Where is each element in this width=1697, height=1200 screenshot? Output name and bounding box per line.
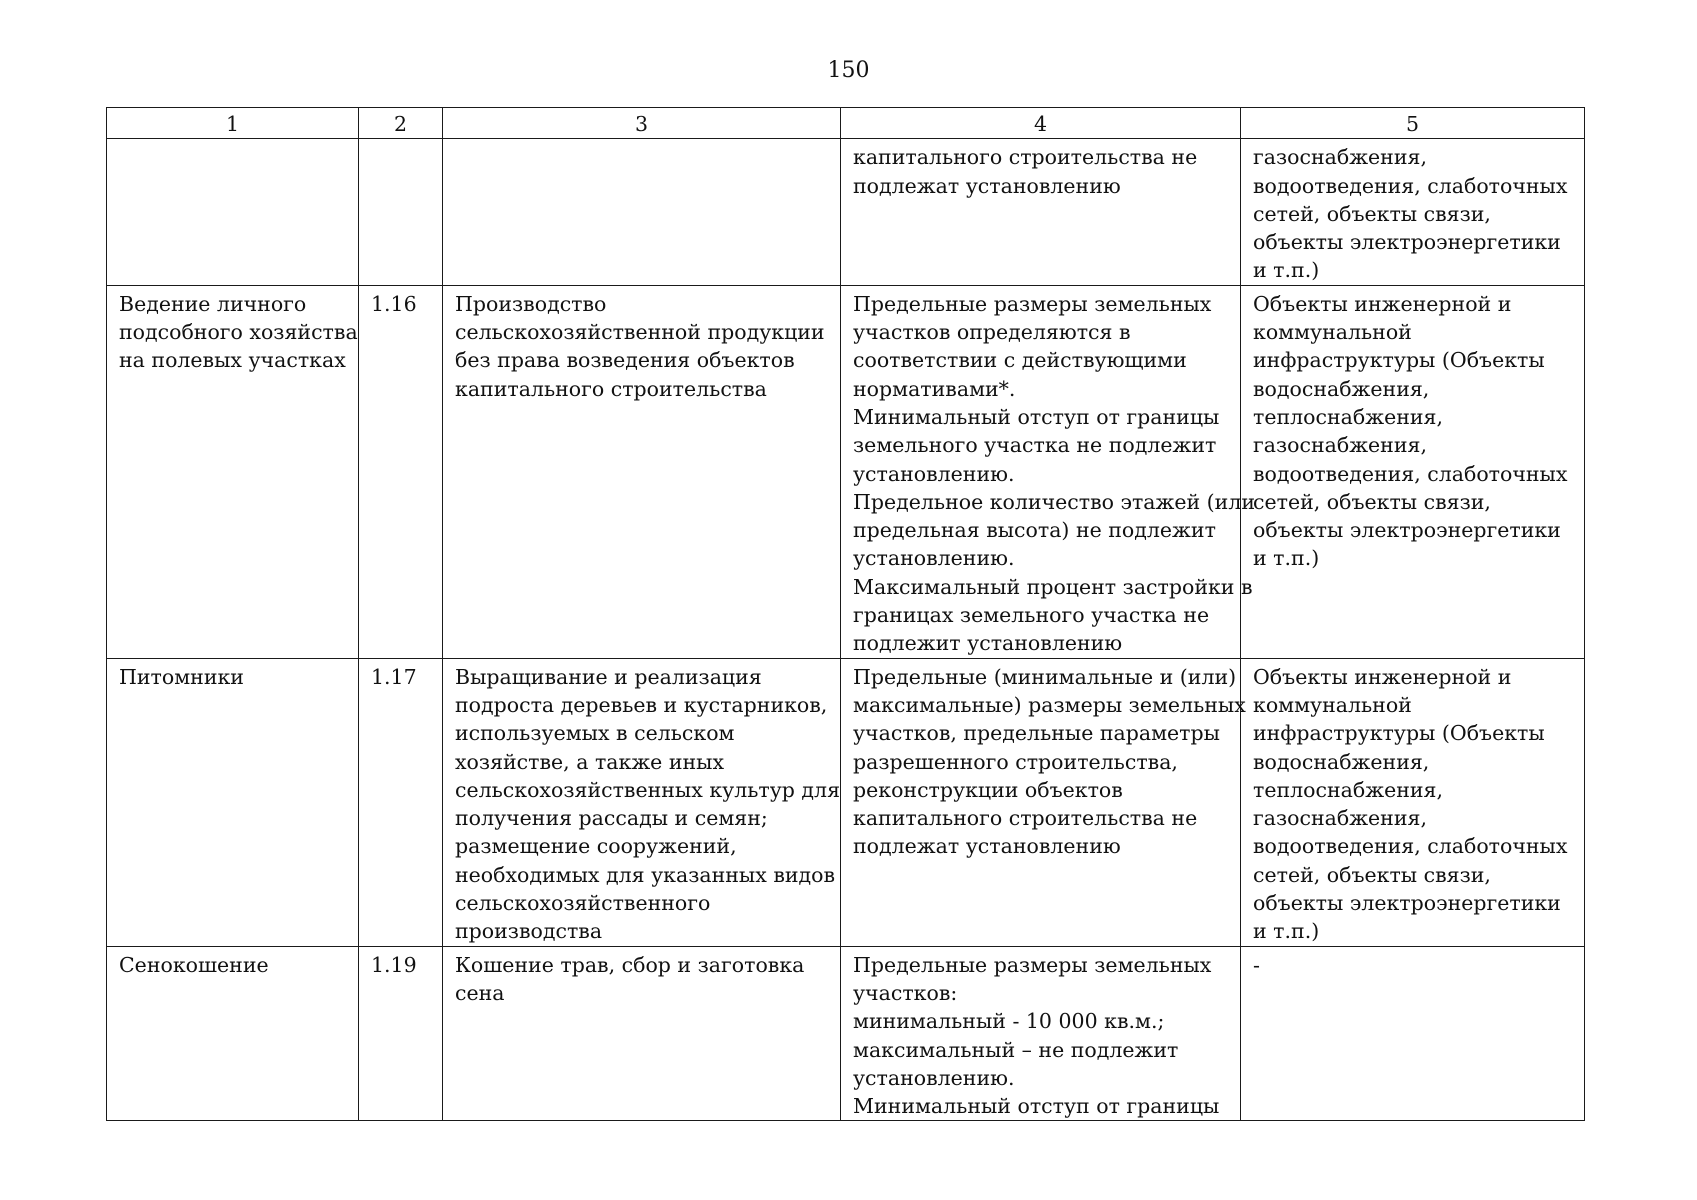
text-line: подсобного хозяйства xyxy=(119,320,358,345)
text-line: Предельные размеры земельных xyxy=(853,291,1212,316)
text-line: необходимых для указанных видов xyxy=(455,862,836,887)
text-line: подлежат установлению xyxy=(853,173,1121,198)
text-line: предельная высота) не подлежит xyxy=(853,518,1216,543)
text-line: водоотведения, слаботочных xyxy=(1253,834,1568,859)
text-line: участков, предельные параметры xyxy=(853,721,1220,746)
text-line: хозяйстве, а также иных xyxy=(455,749,725,774)
text-line: установлению. xyxy=(853,461,1015,486)
text-line: Предельное количество этажей (или xyxy=(853,489,1256,514)
column-header-1: 1 xyxy=(107,108,359,139)
text-line: Сенокошение xyxy=(119,952,269,977)
table-row xyxy=(107,658,1585,946)
page-number: 150 xyxy=(827,58,870,83)
column-header-5: 5 xyxy=(1241,108,1585,139)
text-line: Кошение трав, сбор и заготовка xyxy=(455,952,805,977)
text-line: Ведение личного xyxy=(119,291,307,316)
text-line: сетей, объекты связи, xyxy=(1253,862,1491,887)
text-line: газоснабжения, xyxy=(1253,806,1427,831)
text-line: инфраструктуры (Объекты xyxy=(1253,721,1545,746)
land-use-table xyxy=(106,107,1585,1121)
text-line: сельскохозяйственной продукции xyxy=(455,320,825,345)
text-line: реконструкции объектов xyxy=(853,777,1123,802)
cell-code: 1.17 xyxy=(359,658,443,946)
text-line: Объекты инженерной и xyxy=(1253,664,1512,689)
text-line: установлению. xyxy=(853,546,1015,571)
column-header-3: 3 xyxy=(443,108,841,139)
cell-parameters xyxy=(841,658,1246,946)
table-row xyxy=(107,946,1585,1121)
text-line: Предельные размеры земельных xyxy=(853,952,1212,977)
text-line: участков определяются в xyxy=(853,320,1131,345)
text-line: без права возведения объектов xyxy=(455,348,795,373)
text-line: получения рассады и семян; xyxy=(455,806,768,831)
cell-land-use-name xyxy=(107,658,359,946)
text-line: Максимальный процент застройки в xyxy=(853,574,1253,599)
cell-auxiliary-uses xyxy=(1241,946,1585,1121)
text-line: водоснабжения, xyxy=(1253,376,1430,401)
text-line: на полевых участках xyxy=(119,348,346,373)
text-line: инфраструктуры (Объекты xyxy=(1253,348,1545,373)
text-line: подлежит установлению xyxy=(853,631,1123,656)
cell-code: 1.19 xyxy=(359,946,443,1121)
table-row xyxy=(107,285,1585,658)
text-line: капитального строительства не xyxy=(853,806,1198,831)
cell-parameters xyxy=(841,285,1256,658)
text-line: и т.п.) xyxy=(1253,546,1320,571)
text-line: Выращивание и реализация xyxy=(455,664,762,689)
text-line: минимальный - 10 000 кв.м.; xyxy=(853,1009,1165,1034)
text-line: установлению. xyxy=(853,1065,1015,1090)
cell-auxiliary-uses xyxy=(1241,139,1585,285)
text-line: производства xyxy=(455,919,603,944)
text-line: Минимальный отступ от границы xyxy=(853,1094,1220,1119)
column-header-4: 4 xyxy=(841,108,1241,139)
text-line: максимальный – не подлежит xyxy=(853,1037,1179,1062)
text-line: коммунальной xyxy=(1253,692,1412,717)
cell-land-use-name xyxy=(107,285,359,658)
text-line: участков: xyxy=(853,980,958,1005)
text-line: водоотведения, слаботочных xyxy=(1253,173,1568,198)
text-line: газоснабжения, xyxy=(1253,145,1427,170)
text-line: максимальные) размеры земельных xyxy=(853,692,1246,717)
cell-description xyxy=(443,285,841,658)
text-line: теплоснабжения, xyxy=(1253,404,1443,429)
cell-description xyxy=(443,139,841,285)
text-line: водоотведения, слаботочных xyxy=(1253,461,1568,486)
text-line: капитального строительства xyxy=(455,376,767,401)
cell-code xyxy=(359,139,443,285)
text-line: коммунальной xyxy=(1253,320,1412,345)
cell-auxiliary-uses xyxy=(1241,285,1585,658)
text-line: соответствии с действующими xyxy=(853,348,1187,373)
header-row xyxy=(107,108,1585,139)
cell-parameters xyxy=(841,139,1241,285)
text-line: границах земельного участка не xyxy=(853,603,1210,628)
text-line: капитального строительства не xyxy=(853,145,1198,170)
text-line: сельскохозяйственного xyxy=(455,891,711,916)
text-line: объекты электроэнергетики xyxy=(1253,518,1561,543)
text-line: подлежат установлению xyxy=(853,834,1121,859)
text-line: газоснабжения, xyxy=(1253,433,1427,458)
cell-land-use-name xyxy=(107,946,359,1121)
cell-code: 1.16 xyxy=(359,285,443,658)
cell-land-use-name xyxy=(107,139,359,285)
text-line: объекты электроэнергетики xyxy=(1253,230,1561,255)
cell-description xyxy=(443,658,841,946)
cell-description xyxy=(443,946,841,1121)
text-line: - xyxy=(1253,952,1260,977)
text-line: теплоснабжения, xyxy=(1253,777,1443,802)
text-line: сельскохозяйственных культур для xyxy=(455,777,841,802)
text-line: сетей, объекты связи, xyxy=(1253,489,1491,514)
text-line: подроста деревьев и кустарников, xyxy=(455,692,828,717)
text-line: сена xyxy=(455,980,505,1005)
text-line: Предельные (минимальные и (или) xyxy=(853,664,1237,689)
text-line: размещение сооружений, xyxy=(455,834,737,859)
text-line: нормативами*. xyxy=(853,376,1016,401)
text-line: водоснабжения, xyxy=(1253,749,1430,774)
text-line: земельного участка не подлежит xyxy=(853,433,1217,458)
text-line: разрешенного строительства, xyxy=(853,749,1178,774)
text-line: сетей, объекты связи, xyxy=(1253,201,1491,226)
text-line: Объекты инженерной и xyxy=(1253,291,1512,316)
cell-auxiliary-uses xyxy=(1241,658,1585,946)
column-header-2: 2 xyxy=(359,108,443,139)
text-line: Производство xyxy=(455,291,607,316)
text-line: Минимальный отступ от границы xyxy=(853,404,1220,429)
text-line: Питомники xyxy=(119,664,244,689)
cell-parameters xyxy=(841,946,1241,1121)
text-line: и т.п.) xyxy=(1253,258,1320,283)
table-row xyxy=(107,139,1585,285)
text-line: используемых в сельском xyxy=(455,721,735,746)
text-line: объекты электроэнергетики xyxy=(1253,891,1561,916)
text-line: и т.п.) xyxy=(1253,919,1320,944)
